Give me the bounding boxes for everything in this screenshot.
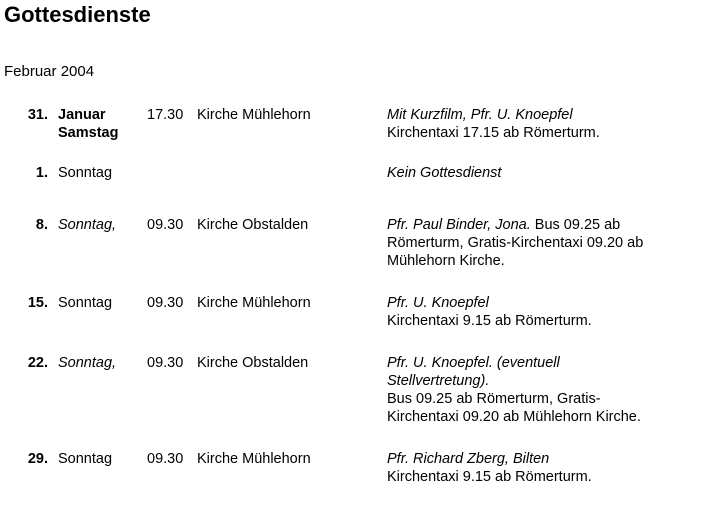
service-time: 09.30	[147, 355, 184, 371]
service-details: Pfr. U. Knoepfel Kirchentaxi 9.15 ab Römerturm.	[387, 295, 592, 329]
day-number: 15.	[27, 295, 48, 311]
weekday: Sonntag,	[58, 217, 117, 233]
service-time: 17.30	[147, 107, 184, 123]
service-location: Kirche Obstalden	[197, 355, 309, 371]
weekday: Sonntag	[58, 451, 113, 467]
month-heading: Februar 2004	[4, 63, 95, 80]
weekday: Sonntag	[58, 295, 113, 311]
day-number: 22.	[27, 355, 48, 371]
service-details: Pfr. U. Knoepfel. (eventuell Stellvertretung). Bus 09.25 ab Römerturm, Gratis- Kirchentaxi 09.20 ab Mühlehorn Kirche.	[387, 355, 641, 425]
weekday: Januar Samstag	[58, 107, 119, 141]
service-location: Kirche Mühlehorn	[197, 451, 311, 467]
service-location: Kirche Mühlehorn	[197, 295, 311, 311]
service-time: 09.30	[147, 217, 184, 233]
page-title: Gottesdienste	[4, 2, 151, 27]
day-number: 1.	[35, 165, 48, 181]
service-details: Pfr. Richard Zberg, Bilten Kirchentaxi 9.15 ab Römerturm.	[387, 451, 592, 485]
weekday: Sonntag,	[58, 355, 117, 371]
service-time: 09.30	[147, 451, 184, 467]
service-details: Pfr. Paul Binder, Jona. Bus 09.25 ab Römerturm, Gratis-Kirchentaxi 09.20 ab Mühlehorn Kirche.	[387, 217, 644, 269]
weekday: Sonntag	[58, 165, 113, 181]
day-number: 8.	[35, 217, 48, 233]
service-time: 09.30	[147, 295, 184, 311]
service-details: Mit Kurzfilm, Pfr. U. Knoepfel Kirchentaxi 17.15 ab Römerturm.	[387, 107, 600, 141]
service-details: Kein Gottesdienst	[387, 165, 502, 181]
day-number: 29.	[27, 451, 48, 467]
service-location: Kirche Mühlehorn	[197, 107, 311, 123]
service-location: Kirche Obstalden	[197, 217, 309, 233]
day-number: 31.	[27, 107, 48, 123]
